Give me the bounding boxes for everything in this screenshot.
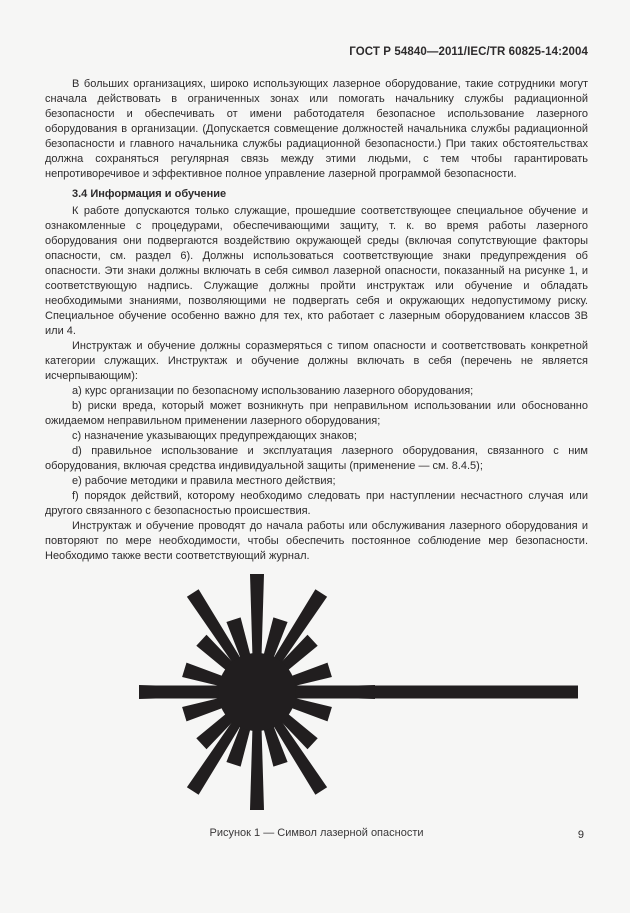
laser-hazard-symbol-icon	[45, 567, 630, 813]
list-item-f: f) порядок действий, которому необходимо следовать при наступлении несчастного случая или другого связанного с безопасностью происшествия.	[45, 490, 588, 517]
page-number: 9	[577, 829, 584, 841]
list-item-e: e) рабочие методики и правила местного действия;	[72, 475, 336, 487]
paragraph-training: К работе допускаются только служащие, прошедшие соответствующее специальное обучение и ознакомленные с процедурами, обеспечивающими защиту, т. к. во время работы лазерного оборудования они подвергаются воздействию окружающей среды (включая сопутствующие факторы опасности, см. раздел 6). Должны использоваться соответствующие знаки предупреждения об опасности. Эти знаки должны включать в себя символ лазерной опасности, показанный на рисунке 1, и соответствующую надпись. Служащие должны пройти инструктаж или обучение и обладать необходимыми знаниями, позволяющими не подвергать себя и окружающих недопустимому риску. Специальное обучение особенно важно для тех, кто работает с лазерным оборудованием классов 3В или 4.	[45, 205, 588, 337]
paragraph-instruction: Инструктаж и обучение должны соразмеряться с типом опасности и соответствовать конкретной категории служащих. Инструктаж и обучение должны включать в себя (перечень не является исчерпывающим):	[45, 340, 588, 382]
paragraph-intro: В больших организациях, широко использующих лазерное оборудование, такие сотрудники могут сначала действовать в ограниченных зонах или помогать начальнику службы радиационной безопасности и обеспечивать от имени работодателя безопасное использование лазерного оборудования в организации. (Допускается совмещение должностей начальника службы радиационной безопасности и главного начальника службы радиационной безопасности.) При таких обстоятельствах должна сохраняться регулярная связь между этими людьми, с тем чтобы гарантировать непротиворечивое и эффективное полное управление лазерной программой безопасности.	[45, 78, 588, 180]
figure-1	[45, 567, 588, 841]
section-heading-3-4: 3.4 Информация и обучение	[72, 188, 227, 200]
list-item-c: c) назначение указывающих предупреждающих знаков;	[72, 430, 357, 442]
list-item-d: d) правильное использование и эксплуатация лазерного оборудования, связанного с ним оборудования, включая средства индивидуальной защиты (применение — см. 8.4.5);	[45, 445, 588, 472]
paragraph-closing: Инструктаж и обучение проводят до начала работы или обслуживания лазерного оборудования и повторяют по мере необходимости, чтобы обеспечить постоянное соблюдение мер безопасности. Необходимо также вести соответствующий журнал.	[45, 520, 588, 562]
standard-reference-header: ГОСТ Р 54840—2011/IEC/TR 60825-14:2004	[349, 46, 588, 58]
figure-caption: Рисунок 1 — Символ лазерной опасности	[209, 827, 424, 839]
list-item-b: b) риски вреда, который может возникнуть при неправильном использовании или обоснованно ожидаемом неправильном применении лазерного оборудования;	[45, 400, 588, 427]
list-item-a: a) курс организации по безопасному использованию лазерного оборудования;	[72, 385, 474, 397]
